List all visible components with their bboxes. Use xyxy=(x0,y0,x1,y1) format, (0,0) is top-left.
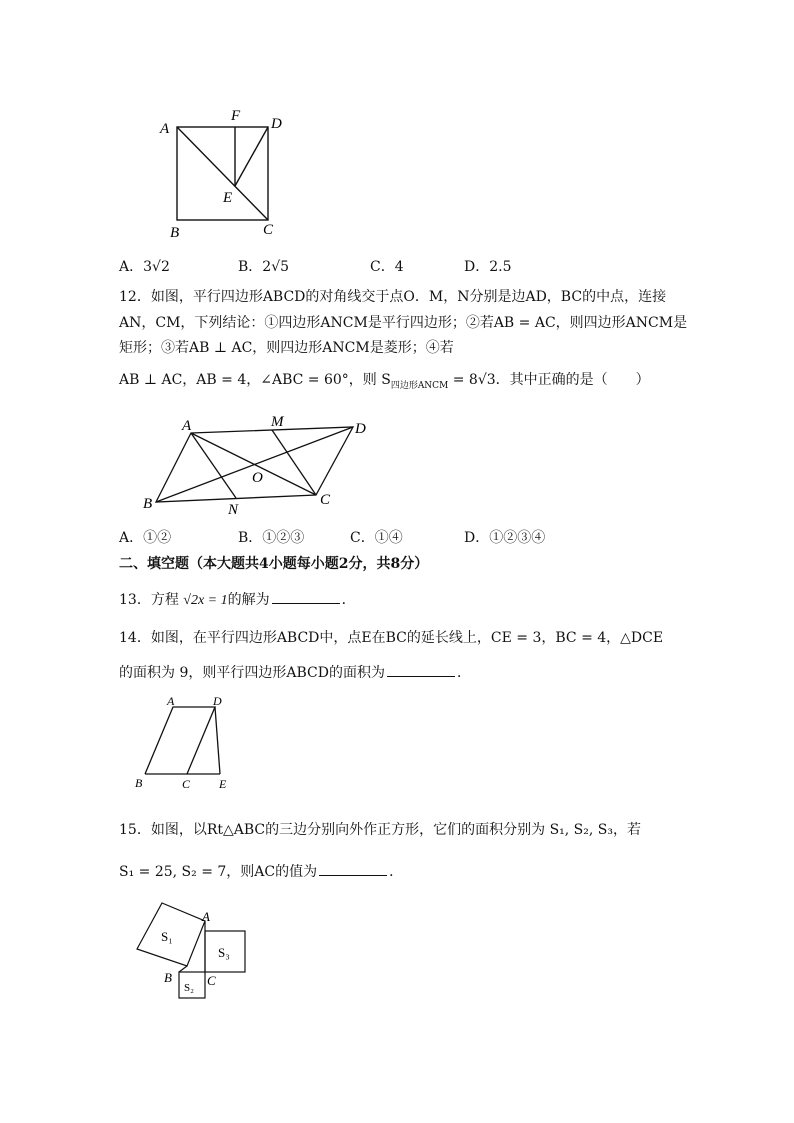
q12-option-d: D．①②③④ xyxy=(464,530,546,546)
q12-line-1: 12．如图，平行四边形ABCD的对角线交于点O．M，N分别是边AD，BC的中点，连接 xyxy=(119,289,667,305)
label-M: M xyxy=(271,414,284,430)
figure-parallelogram xyxy=(140,412,380,520)
label-D: D xyxy=(213,694,222,708)
q12-option-c: C．①④ xyxy=(350,530,403,546)
q12-line-2: AN，CM，下列结论：①四边形ANCM是平行四边形；②若AB = AC，则四边形ANCM是 xyxy=(119,315,688,331)
q12-line-3: 矩形；③若AB ⊥ AC，则四边形ANCM是菱形；④若 xyxy=(119,340,454,356)
section-heading: 二、填空题（本大题共4小题每小题2分，共8分） xyxy=(119,556,429,572)
label-C: C xyxy=(263,222,274,238)
label-O: O xyxy=(252,470,263,486)
label-D: D xyxy=(355,421,366,437)
figure-pythagoras-squares xyxy=(130,900,260,1005)
label-F: F xyxy=(231,108,241,124)
label-A: A xyxy=(182,418,192,434)
q12-option-a: A．①② xyxy=(119,530,172,546)
label-E: E xyxy=(219,777,227,791)
label-E: E xyxy=(223,190,233,206)
q14-line-2: 的面积为 9，则平行四边形ABCD的面积为 ． xyxy=(119,662,471,683)
q15-line-2: S₁ = 25, S₂ = 7，则AC的值为 ． xyxy=(119,861,403,882)
q11-option-b: B．2√5 xyxy=(238,259,290,275)
label-S2: S₂ xyxy=(184,982,194,994)
label-S1: S₁ xyxy=(161,929,173,944)
answer-blank xyxy=(272,589,340,604)
q12-option-b: B．①②③ xyxy=(238,530,305,546)
q11-option-c: C．4 xyxy=(370,259,404,275)
label-B: B xyxy=(143,496,153,512)
q15-line-1: 15．如图，以Rt△ABC的三边分别向外作正方形，它们的面积分别为 S₁, S₂, S₃，若 xyxy=(119,822,641,838)
label-B: B xyxy=(170,225,180,240)
label-N: N xyxy=(228,502,239,518)
label-A: A xyxy=(167,694,175,708)
q13: 13．方程 √2x = 1的解为 ． xyxy=(119,589,356,611)
label-B: B xyxy=(164,970,172,985)
label-C: C xyxy=(320,492,331,508)
q11-option-a: A．3√2 xyxy=(119,259,170,275)
label-C: C xyxy=(207,973,216,988)
answer-blank xyxy=(387,662,455,677)
q12-line-4: AB ⊥ AC，AB = 4，∠ABC = 60°，则 $S_{四边形ANCM} = 8√3$．其中正确的是（ ） xyxy=(119,372,650,391)
label-A: A xyxy=(160,121,170,137)
answer-blank xyxy=(319,861,387,876)
q11-option-d: D．2.5 xyxy=(464,259,512,275)
label-S3: S₃ xyxy=(218,945,230,960)
label-B: B xyxy=(135,776,143,790)
label-D: D xyxy=(271,116,282,132)
figure-parallelogram-extended xyxy=(130,690,250,795)
figure-square-abcd xyxy=(150,100,300,240)
q14-line-1: 14．如图，在平行四边形ABCD中，点E在BC的延长线上，CE = 3，BC = 4，△DCE xyxy=(119,630,664,646)
label-A: A xyxy=(202,909,210,924)
label-C: C xyxy=(182,777,191,791)
